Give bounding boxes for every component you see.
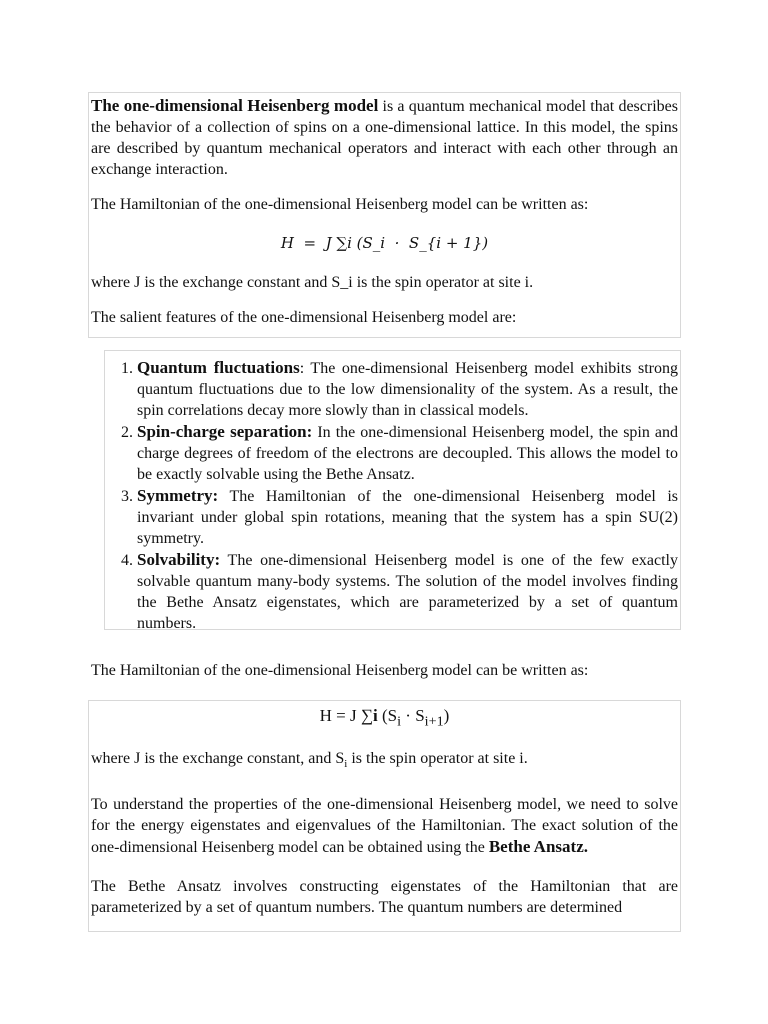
understand-paragraph: To understand the properties of the one-dimensional Heisenberg model, we need to solve for the energy eigenstates and eigenvalues of the Hamiltonian. The exact solution of the one-dimensional Heisenberg model can be obtained using the Bethe Ansatz. — [91, 795, 678, 856]
feature-text: In the one-dimensional Heisenberg model, the spin and charge degrees of freedom of the electrons are decoupled. This allows the model to be exactly solvable using the Bethe Ansatz. — [137, 424, 679, 483]
intro-section — [88, 92, 681, 338]
intro-text: is a quantum mechanical model that describes the behavior of a collection of spins on a one-dimensional lattice. In this model, the spins are described by quantum mechanical operators and interact with each other through an exchange interaction. — [91, 98, 678, 178]
list-item — [137, 421, 678, 485]
features-list — [107, 357, 678, 634]
hamiltonian-intro: The Hamiltonian of the one-dimensional Heisenberg model can be written as: — [91, 196, 589, 213]
where-text: where J is the exchange constant and S_i is the spin operator at site i. — [91, 274, 534, 291]
list-item: 1. Quantum fluctuations: The one-dimensional Heisenberg model exhibits strong quantum fluctuations due to the low dimensionality of the system. As a result, the spin correlations decay more slowly than in classical models. — [137, 357, 678, 421]
feature-term: Solvability: — [137, 550, 221, 569]
where-text-2: where J is the exchange constant, and $S_i$ is the spin operator at site i. — [91, 750, 528, 771]
feature-text: The one-dimensional Heisenberg model is one of the few exactly solvable quantum many-body systems. The solution of the model involves finding the Bethe Ansatz eigenstates, which are parameterized by a set of quantum numbers. — [137, 552, 678, 632]
feature-term: Quantum fluctuations — [137, 358, 300, 377]
feature-text: The one-dimensional Heisenberg model exhibits strong quantum fluctuations due to the low dimensionality of the system. As a result, the spin correlations decay more slowly than in classical models. — [137, 360, 678, 419]
hamiltonian-equation: H = J ∑i (S_i · S_{i + 1}) — [280, 234, 489, 252]
feature-term: Symmetry: — [137, 486, 219, 505]
solution-section — [88, 700, 681, 932]
features-intro: The salient features of the one-dimensional Heisenberg model are: — [91, 309, 517, 326]
bethe-paragraph: The Bethe Ansatz involves constructing eigenstates of the Hamiltonian that are parameterized by a set of quantum numbers. The quantum numbers are determined — [91, 877, 678, 916]
list-item — [137, 485, 678, 549]
hamiltonian-intro-2: The Hamiltonian of the one-dimensional Heisenberg model can be written as: — [91, 662, 589, 679]
intro-bold-term: The one-dimensional Heisenberg model — [91, 96, 379, 115]
feature-text: The Hamiltonian of the one-dimensional Heisenberg model is invariant under global spin rotations, meaning that the system has a spin SU(2) symmetry. — [137, 488, 678, 547]
bethe-ansatz-term: Bethe Ansatz. — [488, 836, 588, 856]
intro-paragraph — [91, 95, 678, 180]
list-item — [137, 549, 678, 634]
feature-term: Spin-charge separation: — [137, 422, 313, 441]
features-section — [104, 350, 681, 630]
hamiltonian-equation-2: H = J ∑i $(S_i \cdot S_{i+1})$ — [319, 706, 450, 730]
